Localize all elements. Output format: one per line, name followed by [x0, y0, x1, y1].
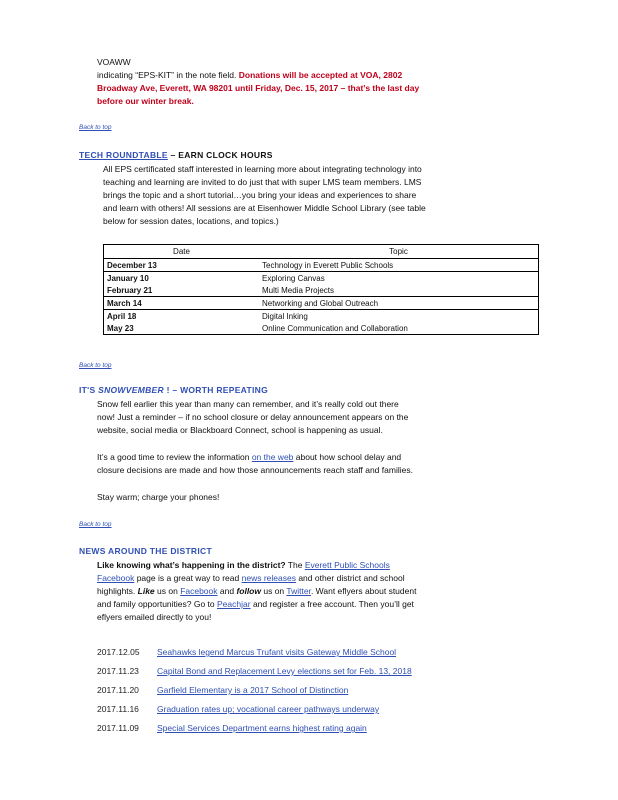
tech-roundtable-link[interactable]: TECH ROUNDTABLE — [79, 150, 168, 160]
news-intro-plain: The — [285, 560, 305, 570]
facebook-page-link[interactable]: Facebook — [97, 573, 135, 583]
news-line-4-b: and register a free account. Then you’ll get — [250, 599, 414, 609]
table-row — [104, 297, 539, 310]
news-date: 2017.11.23 — [97, 666, 139, 676]
table-header-row — [104, 245, 539, 259]
snow-heading — [79, 385, 268, 395]
news-heading: NEWS AROUND THE DISTRICT — [79, 546, 212, 556]
news-title-link[interactable]: Graduation rates up; vocational career pathways underway — [157, 704, 380, 714]
tech-heading — [79, 150, 273, 160]
snow-heading-b: SNOWVEMBER — [98, 385, 164, 395]
session-date: March 14 — [104, 297, 260, 310]
tech-body — [103, 163, 533, 228]
session-date: April 18 — [104, 310, 260, 323]
news-releases-link[interactable]: news releases — [241, 573, 296, 583]
donation-line-2 — [97, 69, 537, 82]
news-line-2-rest: and other district and school — [295, 573, 405, 583]
donation-highlight-1: Donations will be accepted at VOA, 2802 — [238, 70, 403, 80]
news-date: 2017.11.20 — [97, 685, 139, 695]
table-row — [104, 259, 539, 272]
back-to-top-link[interactable]: Back to top — [79, 124, 112, 131]
session-date: May 23 — [107, 323, 134, 333]
snow-line: website, social media or Blackboard Connect, school is happening as usual. — [97, 425, 383, 435]
donation-line-1: VOAWW — [97, 57, 131, 67]
news-line — [97, 572, 527, 585]
session-topic: Multi Media Projects — [262, 285, 335, 295]
donation-line-4: before our winter break. — [97, 96, 194, 106]
session-topic: Online Communication and Collaboration — [262, 323, 408, 333]
snow-p2-rest: about how school delay and — [293, 452, 402, 462]
session-topic: Digital Inking — [259, 310, 539, 323]
back-to-top-link[interactable]: Back to top — [79, 521, 112, 528]
session-date: February 21 — [107, 285, 153, 295]
facebook-link[interactable]: Facebook — [180, 586, 218, 596]
session-date: January 10 — [104, 272, 260, 285]
tech-body-line: and learn with others! All sessions are at Eisenhower Middle School Library (see table — [103, 203, 426, 213]
snow-heading-a: IT'S — [79, 385, 99, 395]
news-line-3-e: . Want eflyers about student — [310, 586, 417, 596]
table-row — [104, 322, 539, 335]
session-topic: Networking and Global Outreach — [259, 297, 539, 310]
donation-note-text: indicating “EPS-KIT” in the note field. — [97, 70, 237, 80]
news-title-link[interactable]: Garfield Elementary is a 2017 School of Distinction — [157, 685, 349, 695]
session-topic: Exploring Canvas — [259, 272, 539, 285]
snow-line: now! Just a reminder – if no school closure or delay announcement appears on the — [97, 412, 409, 422]
snow-line: Stay warm; charge your phones! — [97, 492, 220, 502]
donation-line-3: Broadway Ave, Everett, WA 98201 until Friday, Dec. 15, 2017 – that’s the last day — [97, 83, 420, 93]
news-date: 2017.12.05 — [97, 647, 140, 657]
tech-heading-rest: – EARN CLOCK HOURS — [167, 150, 273, 160]
news-title-link[interactable]: Capital Bond and Replacement Levy elections set for Feb. 13, 2018 — [157, 666, 412, 676]
everett-schools-link[interactable]: Everett Public Schools — [304, 560, 390, 570]
news-line-4-a: and family opportunities? Go to — [97, 599, 218, 609]
news-title-link[interactable]: Special Services Department earns highest rating again — [157, 723, 367, 733]
session-date: December 13 — [107, 260, 157, 270]
tech-body-line: teaching and learning are invited to do just that with super LMS team members. LMS — [103, 177, 422, 187]
news-line — [97, 559, 527, 572]
list-item — [97, 704, 517, 714]
snow-heading-c: ! – WORTH REPEATING — [163, 385, 268, 395]
table-row — [104, 310, 539, 323]
like-word: Like — [137, 586, 155, 596]
donation-text — [97, 56, 537, 108]
news-date: 2017.11.16 — [97, 704, 139, 714]
session-table — [103, 244, 539, 335]
news-date: 2017.11.09 — [97, 723, 139, 733]
news-line: eflyers emailed directly to you! — [97, 612, 212, 622]
twitter-link[interactable]: Twitter — [286, 586, 311, 596]
list-item — [97, 647, 517, 657]
news-line-3-b: us on — [154, 586, 181, 596]
list-item — [97, 666, 517, 676]
table-row — [104, 272, 539, 285]
list-item — [97, 685, 517, 695]
news-intro-bold: Like knowing what’s happening in the district? — [97, 560, 286, 570]
news-body — [97, 559, 527, 624]
session-topic: Technology in Everett Public Schools — [262, 260, 394, 270]
topic-column-header: Topic — [259, 245, 539, 259]
tech-body-line: All EPS certificated staff interested in learning more about integrating technology into — [103, 164, 422, 174]
news-line-3-a: highlights. — [97, 586, 138, 596]
list-item — [97, 723, 517, 733]
date-column-header: Date — [104, 245, 260, 259]
snow-body — [97, 398, 527, 504]
news-line-2-text: page is a great way to read — [134, 573, 242, 583]
on-the-web-link[interactable]: on the web — [251, 452, 294, 462]
tech-body-line: below for session dates, locations, and topics.) — [103, 216, 279, 226]
news-line-3-c: and — [217, 586, 237, 596]
snow-line — [97, 451, 527, 464]
news-title-link[interactable]: Seahawks legend Marcus Trufant visits Gateway Middle School — [157, 647, 397, 657]
snow-p2-text: It’s a good time to review the information — [97, 452, 252, 462]
news-line-3-d: us on — [261, 586, 287, 596]
news-line — [97, 598, 527, 611]
table-row — [104, 284, 539, 297]
peachjar-link[interactable]: Peachjar — [217, 599, 251, 609]
follow-word: follow — [236, 586, 261, 596]
back-to-top-link[interactable]: Back to top — [79, 362, 112, 369]
snow-line: Snow fell earlier this year than many can remember, and it’s really cold out there — [97, 399, 399, 409]
snow-line: closure decisions are made and how those announcements reach staff and families. — [97, 465, 413, 475]
news-line — [97, 585, 527, 598]
tech-body-line: brings the topic and a short tutorial…you bring your ideas and experiences to share — [103, 190, 417, 200]
